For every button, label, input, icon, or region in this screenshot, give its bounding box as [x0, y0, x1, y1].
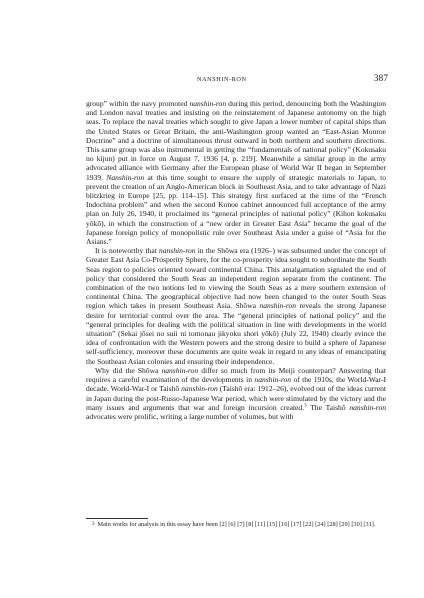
italic-term: nanshin-ron	[181, 384, 218, 394]
text-run: during this period, denouncing both the Washington and London naval treaties and insisting on the reinstatement of Japanese autonomy on the high seas. To replace the naval treaties which sought to give Japan a lower number of capital ships than the United States or Great Britain, the anti-Washington group wanted an “East-Asian Monroe Doctrine” and a doctrine of simultaneous thrust outward in both northern and southern directions. This same group was also instrumental in getting the “fundamentals of national policy” (Kokusaku no kijun) put in force on August 7, 1936 [4, p. 219]. Meanwhile a similar group in the army advocated alliance with Germany after the European phase of World War II began in September 1939.	[86, 99, 387, 182]
text-run: (Taishō era: 1912–26), evolved out of the ideas current in Japan during the post-Russo-Japanese War period, which were stimulated by the victory and the many issues and arguments that war and foreign incursion created.	[86, 384, 386, 412]
text-run: It is noteworthy that	[95, 246, 159, 256]
paragraph-3	[86, 366, 386, 421]
footnote-text: Main works for analysis in this essay have been [2] [6] [7] [8] [11] [15] [16] [17] [22] [24] [28] [29] [30] [31].	[97, 521, 376, 528]
page-number: 387	[373, 74, 388, 84]
footnote	[86, 521, 386, 529]
italic-term: nanshin-ron	[158, 246, 196, 256]
running-head: NANSHIN-RON	[197, 76, 247, 83]
text-run: Why did the Shōwa	[95, 365, 162, 375]
text-run: in the Shōwa era (1926–) was subsumed under the concept of Greater East Asia Co-Prosperity Sphere, for the co-prosperity idea sought to subordinate the South Seas region to policies oriented toward continental China. This amalgamation signaled the end of policy that considered the South Seas an independent region separate from the continent. The combination of the two notions led to viewing the South Seas as a mere southern extension of continental China. The geographical objective had now been changed to the outer South Seas region which takes in present Southeast Asia. Shōwa	[86, 246, 387, 311]
footnote-marker: 3	[92, 522, 95, 527]
page-header	[0, 76, 424, 88]
italic-term: nanshin-ron	[349, 402, 386, 412]
footnote-rule	[86, 518, 148, 519]
paragraph-2	[86, 246, 386, 366]
body-text	[86, 99, 386, 421]
italic-term: nanshin-ron	[254, 375, 292, 385]
italic-term: Nanshin-ron	[106, 172, 145, 182]
italic-term: nanshin-ron	[161, 365, 199, 375]
text-run: at this time sought to ensure the supply of strategic materials to Japan, to prevent the creation of an Anglo-American block in Southeast Asia, and to take advantage of Nazi blitzkrieg in Europe [25, pp. 114–15]. This strategy first surfaced at the time of the “French Indochina problem” and when the second Konoe cabinet announced full acceptance of the army plan on July 26, 1940, it proclaimed its “general principles of national policy” (Kihon kokusaku yōkō), in which the construction of a “new order in Greater East Asia” became the goal of the Japanese foreign policy of monopolistic rule over Southeast Asia under a guise of “Asia for the Asians.”	[86, 172, 386, 247]
italic-term: nanshin-ron	[259, 301, 297, 311]
text-run: of the 1910s, the World-War-I decade. World-War-I or Taishō	[86, 375, 387, 394]
text-run: differ so much from its Meiji counterpart? Answering that requires a careful examination of the developments in	[86, 365, 386, 385]
italic-term: nanshin-ron	[189, 99, 227, 108]
text-run: reveals the strong Japanese desire for territorial control over the area. The “general principles of national policy” and the “general principles for dealing with the political situation in line with developments in the world situation” (Sekai jōsei no suii ni tomonau jikyoku shori yōkō) (July 22, 1940) clearly evince the idea of confrontation with the Western powers and the strong desire to build a sphere of Japanese self-sufficiency, moreover these documents are quite weak in regard to any ideas of emancipating the Southeast Asian colonies and ensuring their independence.	[86, 301, 386, 366]
paragraph-1	[86, 99, 386, 246]
text-run: advocates were prolific, writing a large number of volumes, but with	[86, 411, 294, 421]
footnote-reference: 3	[304, 403, 307, 409]
text-run: group” within the navy promoted	[86, 99, 190, 108]
text-run: The Taishō	[306, 402, 350, 412]
